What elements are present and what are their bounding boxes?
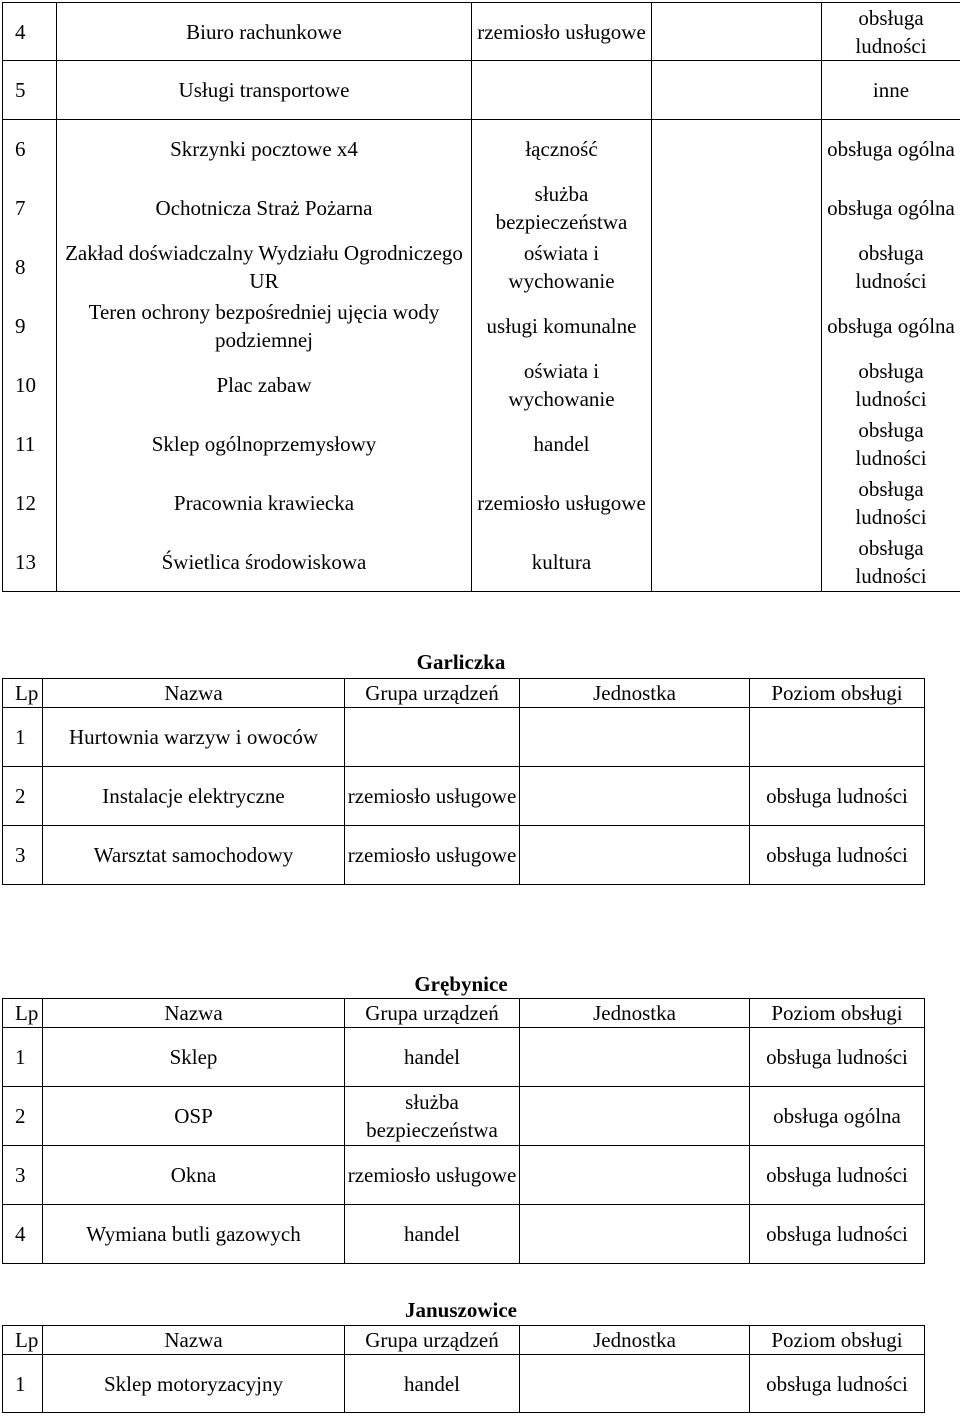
cell-jednostka — [652, 3, 822, 61]
cell-jednostka — [520, 1146, 750, 1205]
cell-grupa: handel — [472, 415, 652, 474]
cell-lp: 2 — [3, 1087, 43, 1146]
cell-lp: 11 — [3, 415, 57, 474]
cell-poziom: obsługa ogólna — [750, 1087, 925, 1146]
cell-grupa: służba bezpieczeństwa — [345, 1087, 520, 1146]
cell-grupa: oświata i wychowanie — [472, 356, 652, 415]
table-row — [3, 474, 960, 533]
header-nazwa: Nazwa — [43, 1326, 345, 1355]
cell-nazwa: Biuro rachunkowe — [57, 3, 472, 61]
cell-lp: 2 — [3, 767, 43, 826]
cell-lp: 1 — [3, 1355, 43, 1413]
cell-poziom: obsługa ludności — [750, 1205, 925, 1264]
header-poziom: Poziom obsługi — [750, 999, 925, 1028]
cell-nazwa: OSP — [43, 1087, 345, 1146]
section-title-januszowice: Januszowice — [405, 1298, 517, 1322]
cell-nazwa: Teren ochrony bezpośredniej ujęcia wody podziemnej — [57, 297, 472, 356]
cell-grupa: służba bezpieczeństwa — [472, 179, 652, 238]
table-row — [3, 1028, 925, 1087]
cell-poziom: obsługa ludności — [822, 356, 960, 415]
cell-poziom: obsługa ludności — [750, 1028, 925, 1087]
table-row — [3, 179, 960, 238]
cell-grupa: rzemiosło usługowe — [345, 1146, 520, 1205]
cell-poziom: obsługa ludności — [822, 415, 960, 474]
cell-lp: 9 — [3, 297, 57, 356]
cell-lp: 4 — [3, 1205, 43, 1264]
cell-grupa: handel — [345, 1028, 520, 1087]
table-row — [3, 826, 925, 885]
cell-poziom: obsługa ludności — [750, 826, 925, 885]
cell-lp: 13 — [3, 533, 57, 592]
cell-grupa: oświata i wychowanie — [472, 238, 652, 297]
table-row — [3, 120, 960, 179]
cell-poziom: obsługa ludności — [750, 1146, 925, 1205]
cell-poziom — [750, 708, 925, 767]
header-jednostka: Jednostka — [520, 679, 750, 708]
cell-nazwa: Instalacje elektryczne — [43, 767, 345, 826]
header-jednostka: Jednostka — [520, 1326, 750, 1355]
table-row — [3, 415, 960, 474]
table-row — [3, 1355, 925, 1413]
header-grupa: Grupa urządzeń — [345, 679, 520, 708]
header-lp: Lp — [3, 1326, 43, 1355]
cell-poziom: inne — [822, 61, 960, 120]
cell-nazwa: Hurtownia warzyw i owoców — [43, 708, 345, 767]
cell-poziom: obsługa ogólna — [822, 179, 960, 238]
cell-lp: 10 — [3, 356, 57, 415]
cell-lp: 6 — [3, 120, 57, 179]
header-grupa: Grupa urządzeń — [345, 999, 520, 1028]
cell-poziom: obsługa ludności — [822, 3, 960, 61]
table-row — [3, 356, 960, 415]
cell-lp: 1 — [3, 708, 43, 767]
cell-jednostka — [520, 708, 750, 767]
table-row — [3, 1205, 925, 1264]
cell-jednostka — [652, 474, 822, 533]
table-row — [3, 61, 960, 120]
header-lp: Lp — [3, 999, 43, 1028]
header-lp: Lp — [3, 679, 43, 708]
cell-nazwa: Świetlica środowiskowa — [57, 533, 472, 592]
cell-nazwa: Ochotnicza Straż Pożarna — [57, 179, 472, 238]
cell-jednostka — [652, 61, 822, 120]
cell-nazwa: Zakład doświadczalny Wydziału Ogrodniczego UR — [57, 238, 472, 297]
cell-jednostka — [520, 1087, 750, 1146]
table-row — [3, 533, 960, 592]
cell-jednostka — [652, 179, 822, 238]
cell-jednostka — [652, 120, 822, 179]
cell-nazwa: Wymiana butli gazowych — [43, 1205, 345, 1264]
cell-grupa: łączność — [472, 120, 652, 179]
header-nazwa: Nazwa — [43, 999, 345, 1028]
cell-nazwa: Sklep ogólnoprzemysłowy — [57, 415, 472, 474]
cell-jednostka — [652, 297, 822, 356]
header-nazwa: Nazwa — [43, 679, 345, 708]
cell-nazwa: Sklep motoryzacyjny — [43, 1355, 345, 1413]
table-row — [3, 3, 960, 61]
cell-grupa: rzemiosło usługowe — [345, 826, 520, 885]
januszowice-table — [2, 1325, 925, 1413]
cell-lp: 7 — [3, 179, 57, 238]
table-row — [3, 1146, 925, 1205]
cell-lp: 3 — [3, 826, 43, 885]
cell-nazwa: Usługi transportowe — [57, 61, 472, 120]
header-jednostka: Jednostka — [520, 999, 750, 1028]
cell-grupa: rzemiosło usługowe — [472, 474, 652, 533]
cell-nazwa: Pracownia krawiecka — [57, 474, 472, 533]
header-poziom: Poziom obsługi — [750, 679, 925, 708]
cell-grupa: rzemiosło usługowe — [345, 767, 520, 826]
cell-lp: 1 — [3, 1028, 43, 1087]
cell-poziom: obsługa ludności — [822, 474, 960, 533]
cell-nazwa: Sklep — [43, 1028, 345, 1087]
cell-jednostka — [652, 238, 822, 297]
cell-nazwa: Plac zabaw — [57, 356, 472, 415]
garliczka-table — [2, 678, 925, 885]
table-row — [3, 767, 925, 826]
section-title-grebynice: Grębynice — [414, 972, 508, 996]
cell-poziom: obsługa ludności — [822, 238, 960, 297]
cell-jednostka — [652, 533, 822, 592]
cell-nazwa: Okna — [43, 1146, 345, 1205]
section-title-garliczka: Garliczka — [416, 650, 506, 674]
header-poziom: Poziom obsługi — [750, 1326, 925, 1355]
cell-lp: 3 — [3, 1146, 43, 1205]
cell-grupa — [345, 708, 520, 767]
cell-poziom: obsługa ogólna — [822, 297, 960, 356]
cell-nazwa: Warsztat samochodowy — [43, 826, 345, 885]
cell-jednostka — [520, 826, 750, 885]
table-row — [3, 708, 925, 767]
cell-poziom: obsługa ludności — [822, 533, 960, 592]
table-row — [3, 1087, 925, 1146]
cell-nazwa: Skrzynki pocztowe x4 — [57, 120, 472, 179]
cell-jednostka — [520, 1355, 750, 1413]
cell-lp: 8 — [3, 238, 57, 297]
cell-poziom: obsługa ogólna — [822, 120, 960, 179]
cell-jednostka — [520, 1205, 750, 1264]
cell-grupa: kultura — [472, 533, 652, 592]
table-row — [3, 297, 960, 356]
cell-lp: 12 — [3, 474, 57, 533]
cell-grupa — [472, 61, 652, 120]
cell-jednostka — [520, 767, 750, 826]
cell-jednostka — [652, 415, 822, 474]
cell-grupa: usługi komunalne — [472, 297, 652, 356]
header-grupa: Grupa urządzeń — [345, 1326, 520, 1355]
grebynice-table — [2, 998, 925, 1264]
cell-grupa: handel — [345, 1355, 520, 1413]
cell-jednostka — [520, 1028, 750, 1087]
cell-poziom: obsługa ludności — [750, 767, 925, 826]
cell-jednostka — [652, 356, 822, 415]
table-row — [3, 238, 960, 297]
cell-grupa: handel — [345, 1205, 520, 1264]
cell-lp: 4 — [3, 3, 57, 61]
services-table-continued — [2, 2, 960, 592]
cell-grupa: rzemiosło usługowe — [472, 3, 652, 61]
cell-poziom: obsługa ludności — [750, 1355, 925, 1413]
cell-lp: 5 — [3, 61, 57, 120]
